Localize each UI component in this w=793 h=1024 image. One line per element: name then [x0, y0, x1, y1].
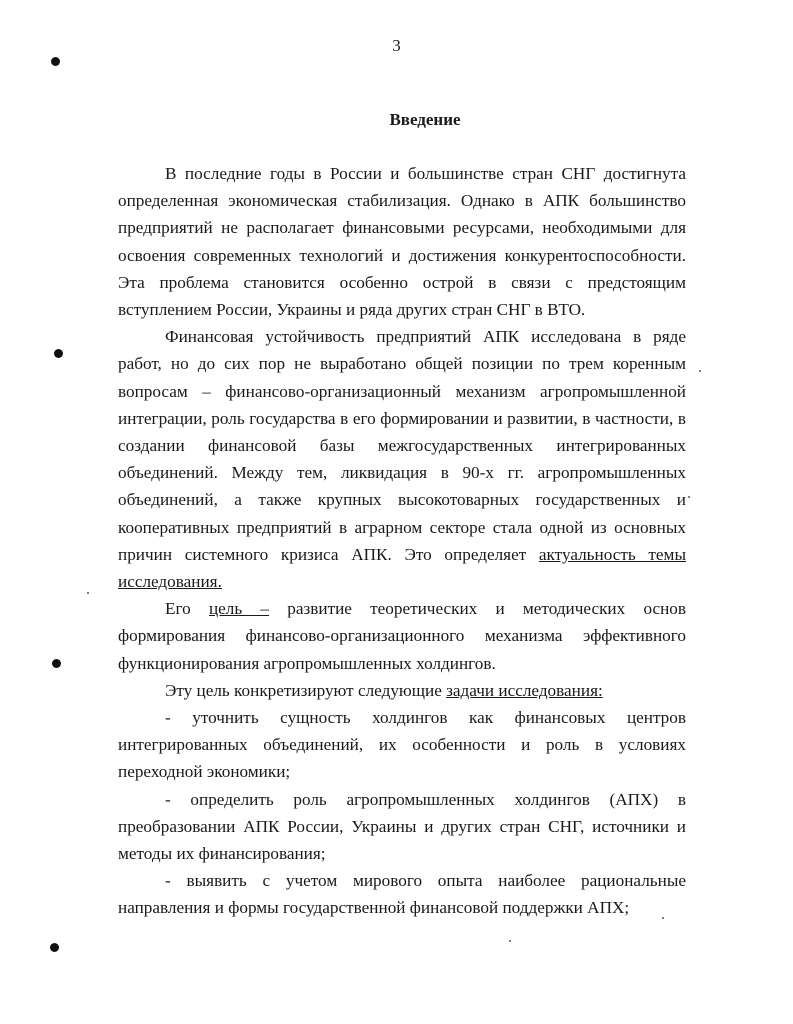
underlined-phrase: цель – [208, 599, 270, 619]
scan-speck [509, 940, 511, 942]
scan-speck [699, 370, 701, 372]
scan-speck [688, 496, 690, 498]
paragraph: Его цель – развитие теоретических и методических основ формирования финансово-организационного механизма эффективного функционирования агропромышленных холдингов. [118, 599, 687, 673]
paragraph: Финансовая устойчивость предприятий АПК исследована в ряде работ, но до сих пор не выработано общей позиции по трем коренным вопросам – финансово-организационный механизм агропромышленной интеграции, роль государства в его формировании и развитии, в частности, в создании финансовой базы межгосударственных интегрированных объединений. Между тем, ликвидация в 90-х гг. агропромышленных объединений, а также крупных высокотоварных государственных и кооперативных предприятий в аграрном секторе стала одной из основных причин системного кризиса АПК. Это определяет актуальность темы исследования. [118, 327, 686, 592]
list-item: - уточнить сущность холдингов как финансовых центров интегрированных объединений, их особенности и роль в условиях переходной экономики; [118, 708, 686, 782]
page-title: Введение [389, 110, 461, 129]
underlined-phrase: задачи исследования: [446, 680, 603, 700]
underlined-phrase: актуальность темы исследования. [118, 544, 686, 592]
page-number: 3 [392, 36, 401, 55]
binder-hole-dot [52, 659, 61, 668]
paragraph: Эту цель конкретизируют следующие задачи исследования: [165, 680, 603, 700]
paragraph: В последние годы в России и большинстве стран СНГ достигнута определенная экономическая стабилизация. Однако в АПК большинство предприятий не располагает финансовыми ресурсами, необходимыми для освоения современных технологий и достижения конкурентоспособности. Эта проблема становится особенно острой в связи с предстоящим вступлением России, Украины и ряда других стран СНГ в ВТО. [118, 164, 686, 320]
body-text [118, 160, 686, 922]
binder-hole-dot [51, 57, 60, 66]
binder-hole-dot [54, 349, 63, 358]
scan-speck [87, 592, 89, 594]
binder-hole-dot [50, 943, 59, 952]
list-item: - выявить с учетом мирового опыта наиболее рациональные направления и формы государственной финансовой поддержки АПХ; [118, 871, 686, 918]
list-item: - определить роль агропромышленных холдингов (АПХ) в преобразовании АПК России, Украины и других стран СНГ, источники и методы их финансирования; [118, 789, 686, 864]
